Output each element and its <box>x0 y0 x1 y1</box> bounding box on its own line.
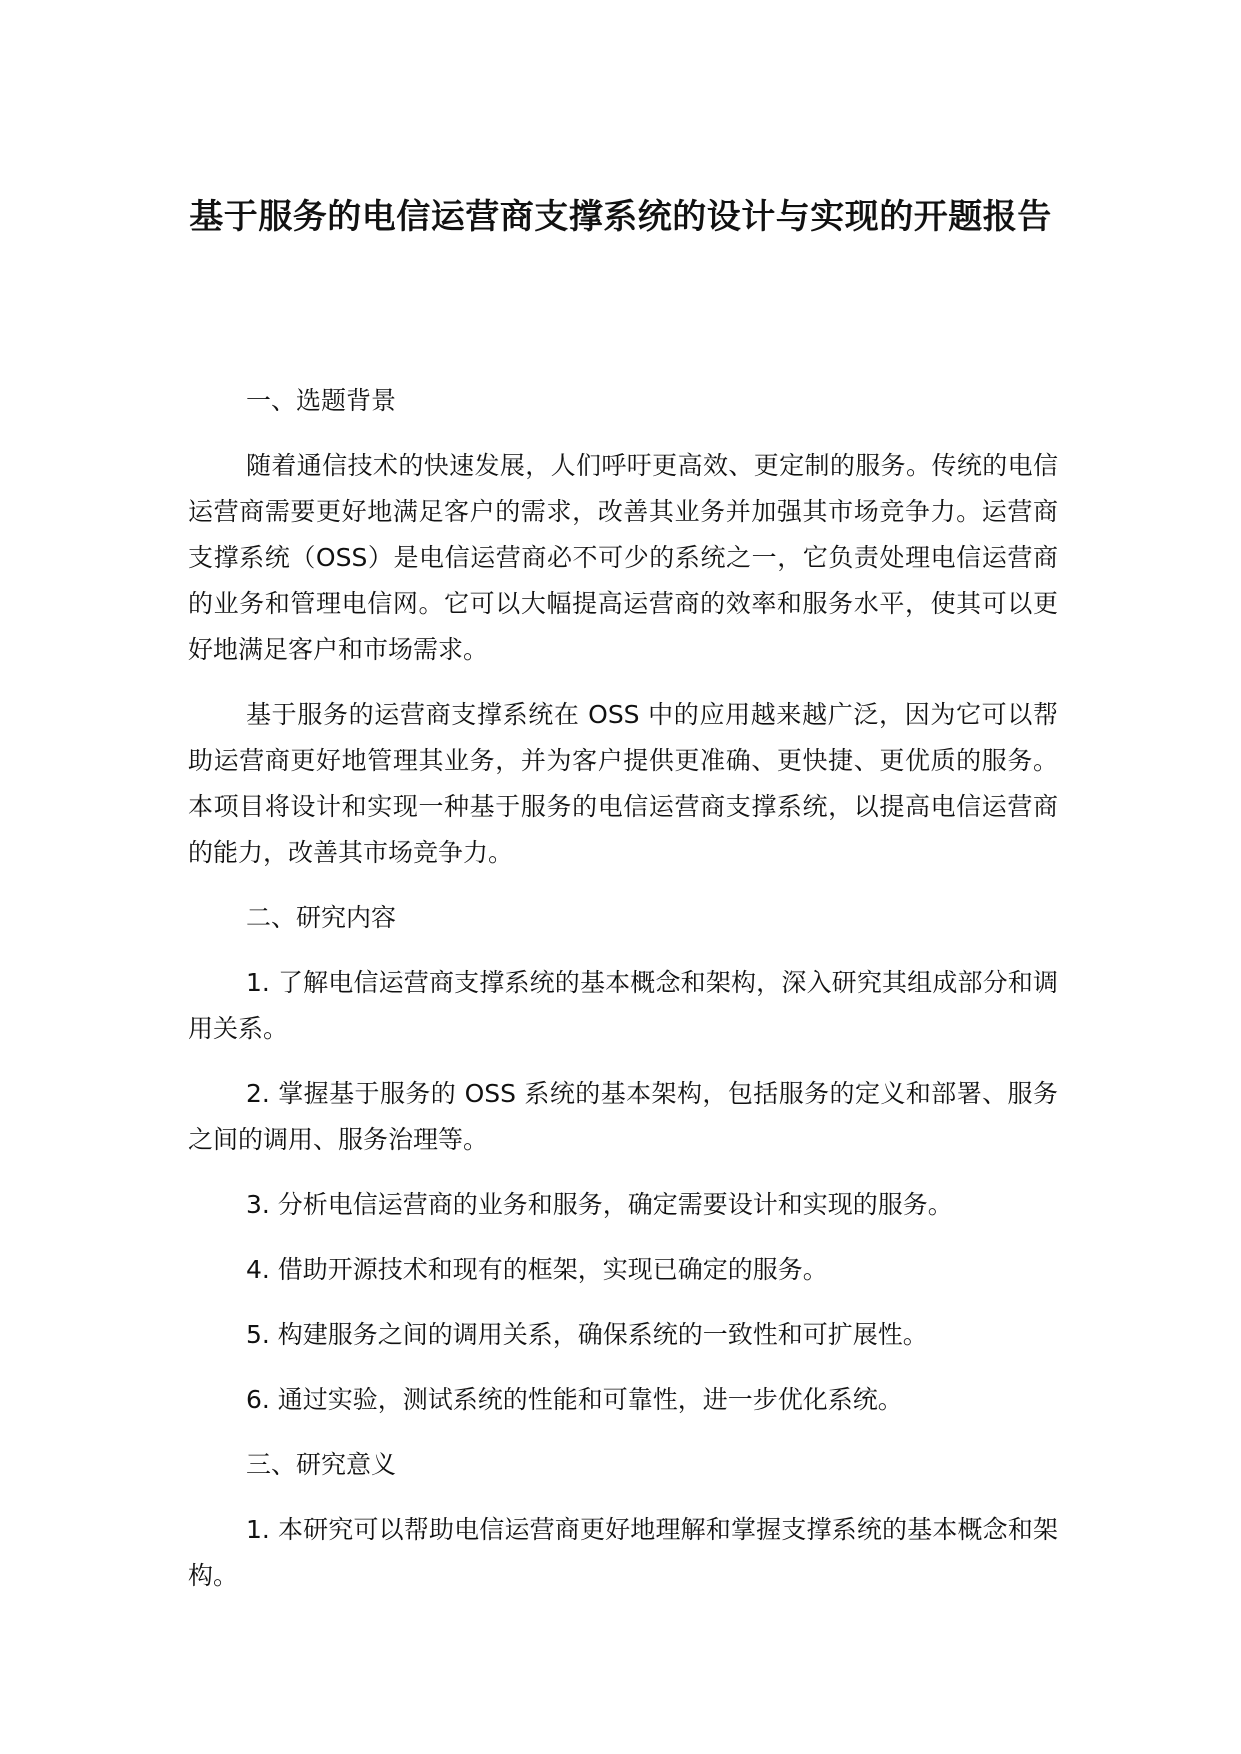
section-heading-research-content: 二、研究内容 <box>246 903 397 932</box>
background-paragraph-1: 随着通信技术的快速发展，人们呼吁更高效、更定制的服务。传统的电信运营商需要更好地满足客户的需求，改善其业务并加强其市场竞争力。运营商支撑系统（OSS）是电信运营商必不可少的系统之一，它负责处理电信运营商的业务和管理电信网。它可以大幅提高运营商的效率和服务水平，使其可以更好地满足客户和市场需求。 <box>188 451 1058 664</box>
section-heading-background: 一、选题背景 <box>246 386 397 415</box>
document-title: 基于服务的电信运营商支撑系统的设计与实现的开题报告 <box>189 197 1052 237</box>
research-content-item-2: 2. 掌握基于服务的 OSS 系统的基本架构，包括服务的定义和部署、服务之间的调用、服务治理等。 <box>188 1079 1058 1154</box>
research-content-item-6: 6. 通过实验，测试系统的性能和可靠性，进一步优化系统。 <box>246 1385 903 1414</box>
research-significance-item-1: 1. 本研究可以帮助电信运营商更好地理解和掌握支撑系统的基本概念和架构。 <box>188 1515 1058 1590</box>
background-paragraph-2: 基于服务的运营商支撑系统在 OSS 中的应用越来越广泛，因为它可以帮助运营商更好地管理其业务，并为客户提供更准确、更快捷、更优质的服务。 本项目将设计和实现一种基于服务的电信运营商支撑系统，以提高电信运营商的能力，改善其市场竞争力。 <box>188 700 1058 867</box>
research-content-item-4: 4. 借助开源技术和现有的框架，实现已确定的服务。 <box>246 1255 828 1284</box>
document-body <box>188 378 1058 1618</box>
section-heading-research-significance: 三、研究意义 <box>246 1450 397 1479</box>
research-content-item-1: 1. 了解电信运营商支撑系统的基本概念和架构，深入研究其组成部分和调用关系。 <box>188 968 1058 1043</box>
research-content-item-3: 3. 分析电信运营商的业务和服务，确定需要设计和实现的服务。 <box>246 1190 953 1219</box>
research-content-item-5: 5. 构建服务之间的调用关系，确保系统的一致性和可扩展性。 <box>246 1320 928 1349</box>
